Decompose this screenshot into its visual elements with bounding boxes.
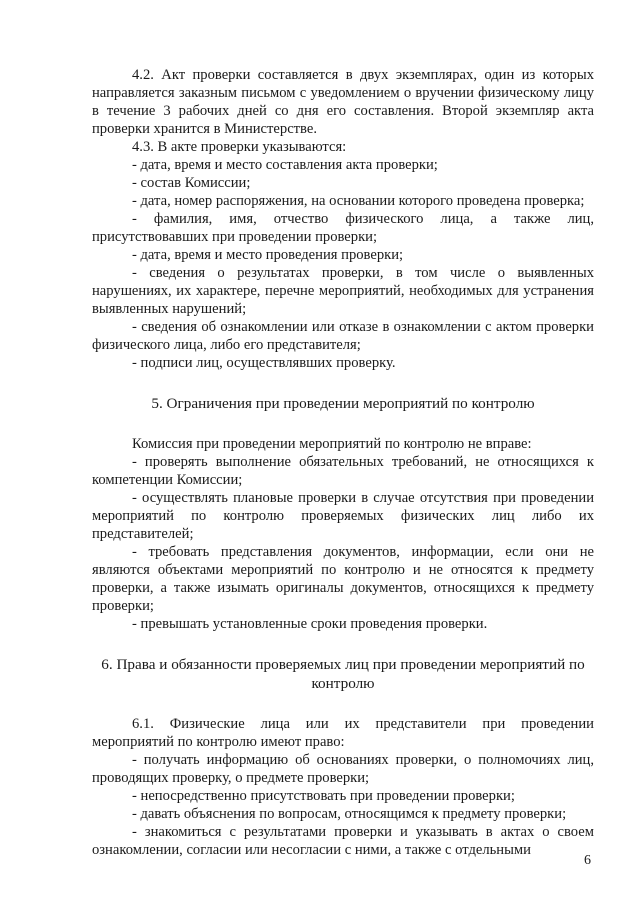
list-item: - знакомиться с результатами проверки и указывать в актах о своем ознакомлении, согласии или несогласии с ними, а также с отдельными [92, 824, 594, 858]
page-number: 6 [584, 853, 591, 868]
paragraph-4-3: 4.3. В акте проверки указываются: [132, 139, 347, 155]
list-item: - дата, время и место проведения проверки; [132, 247, 404, 263]
list-item: - состав Комиссии; [132, 175, 251, 191]
paragraph-4-2: 4.2. Акт проверки составляется в двух экземплярах, один из которых направляется заказным письмом с уведомлением о вручении физическому лицу в течение 3 рабочих дней со дня его составления. Второй экземпляр акта проверки хранится в Министерстве. [92, 67, 594, 137]
list-item: - фамилия, имя, отчество физического лица, а также лиц, присутствовавших при проведении проверки; [92, 211, 594, 245]
list-item: - превышать установленные сроки проведения проверки. [132, 616, 488, 632]
list-item: - дата, номер распоряжения, на основании которого проведена проверка; [132, 193, 585, 209]
section-5-intro: Комиссия при проведении мероприятий по контролю не вправе: [132, 436, 532, 452]
list-item: - получать информацию об основаниях проверки, о полномочиях лиц, проводящих проверку, о предмете проверки; [92, 752, 594, 786]
list-item: - сведения об ознакомлении или отказе в ознакомлении с актом проверки физического лица, либо его представителя; [92, 319, 594, 353]
list-item: - давать объяснения по вопросам, относящимся к предмету проверки; [132, 806, 567, 822]
paragraph-6-1: 6.1. Физические лица или их представители при проведении мероприятий по контролю имеют право: [92, 716, 594, 750]
section-6-heading-line1: 6. Права и обязанности проверяемых лиц при проведении мероприятий по [101, 656, 585, 673]
document-page [92, 66, 594, 859]
list-item: - проверять выполнение обязательных требований, не относящихся к компетенции Комиссии; [92, 454, 594, 488]
list-item: - осуществлять плановые проверки в случае отсутствия при проведении мероприятий по контролю проверяемых физических лиц либо их представителей; [92, 490, 594, 542]
section-6-heading-line2: контролю [311, 675, 375, 692]
list-item: - дата, время и место составления акта проверки; [132, 157, 438, 173]
list-item: - сведения о результатах проверки, в том числе о выявленных нарушениях, их характере, перечне мероприятий, необходимых для устранения выявленных нарушений; [92, 265, 594, 317]
section-5-heading: 5. Ограничения при проведении мероприятий по контролю [151, 395, 535, 412]
list-item: - требовать представления документов, информации, если они не являются объектами мероприятий по контролю и не относятся к предмету проверки, а также изымать оригиналы документов, относящихся к предмету проверки; [92, 544, 594, 614]
list-item: - непосредственно присутствовать при проведении проверки; [132, 788, 515, 804]
list-item: - подписи лиц, осуществлявших проверку. [132, 355, 396, 371]
